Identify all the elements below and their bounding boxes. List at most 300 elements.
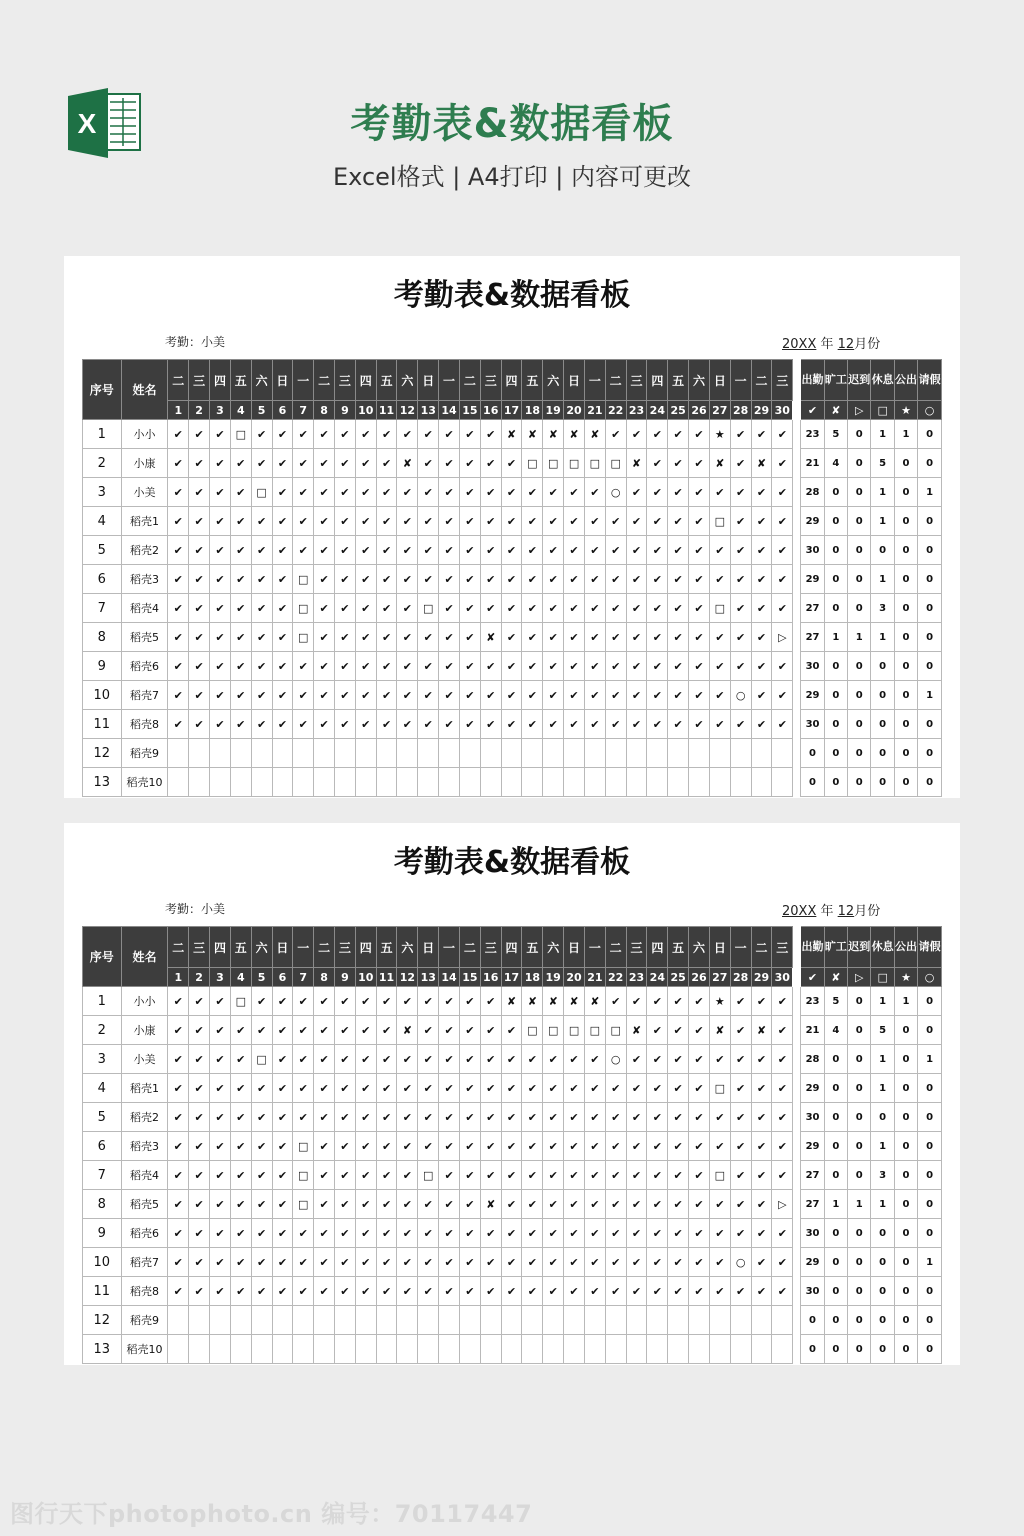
attendance-cell[interactable]: ✔ — [543, 1277, 564, 1306]
attendance-cell[interactable]: ✔ — [272, 1074, 293, 1103]
attendance-cell[interactable] — [168, 1335, 189, 1364]
attendance-cell[interactable]: ✔ — [564, 1045, 585, 1074]
attendance-cell[interactable]: ✔ — [709, 681, 730, 710]
attendance-cell[interactable]: ✔ — [210, 1132, 231, 1161]
attendance-cell[interactable]: ✔ — [272, 681, 293, 710]
attendance-cell[interactable]: ✔ — [439, 1132, 460, 1161]
attendance-cell[interactable]: ✔ — [335, 1016, 356, 1045]
attendance-cell[interactable] — [335, 768, 356, 797]
attendance-cell[interactable]: ✔ — [647, 652, 668, 681]
attendance-cell[interactable]: ✔ — [647, 478, 668, 507]
attendance-cell[interactable]: ✔ — [210, 1045, 231, 1074]
attendance-cell[interactable]: ✔ — [689, 681, 710, 710]
attendance-cell[interactable]: ✔ — [376, 1219, 397, 1248]
attendance-cell[interactable]: ✔ — [230, 1016, 251, 1045]
row-name[interactable]: 稻壳5 — [121, 623, 168, 652]
attendance-cell[interactable]: ✔ — [501, 1016, 522, 1045]
attendance-cell[interactable]: ✔ — [543, 623, 564, 652]
attendance-cell[interactable]: ✔ — [376, 1161, 397, 1190]
attendance-cell[interactable]: ✔ — [647, 1074, 668, 1103]
attendance-cell[interactable]: ✔ — [501, 1277, 522, 1306]
attendance-cell[interactable] — [522, 1306, 543, 1335]
attendance-cell[interactable]: ✔ — [626, 1190, 647, 1219]
attendance-cell[interactable]: ✔ — [730, 507, 751, 536]
attendance-cell[interactable]: ✔ — [335, 478, 356, 507]
attendance-cell[interactable]: ✔ — [543, 652, 564, 681]
attendance-cell[interactable]: ✔ — [772, 507, 793, 536]
attendance-cell[interactable]: ✔ — [397, 710, 418, 739]
attendance-cell[interactable]: ✔ — [668, 420, 689, 449]
attendance-cell[interactable]: ✔ — [376, 565, 397, 594]
attendance-cell[interactable]: ✘ — [584, 420, 605, 449]
attendance-cell[interactable]: ✔ — [689, 1190, 710, 1219]
attendance-cell[interactable]: ✔ — [397, 507, 418, 536]
attendance-cell[interactable]: □ — [418, 1161, 439, 1190]
attendance-cell[interactable] — [772, 768, 793, 797]
attendance-cell[interactable]: ✔ — [668, 1190, 689, 1219]
attendance-cell[interactable]: ✔ — [397, 1161, 418, 1190]
attendance-cell[interactable]: ✔ — [418, 681, 439, 710]
attendance-cell[interactable]: ✔ — [605, 594, 626, 623]
attendance-cell[interactable]: ✔ — [689, 536, 710, 565]
attendance-cell[interactable]: ✔ — [355, 1045, 376, 1074]
attendance-cell[interactable]: ✔ — [189, 1132, 210, 1161]
attendance-cell[interactable]: ✔ — [314, 420, 335, 449]
attendance-cell[interactable]: ○ — [730, 1248, 751, 1277]
attendance-cell[interactable]: ✔ — [418, 1074, 439, 1103]
attendance-cell[interactable]: ✔ — [314, 594, 335, 623]
attendance-cell[interactable]: ✔ — [230, 1103, 251, 1132]
attendance-cell[interactable]: ✔ — [293, 987, 314, 1016]
attendance-cell[interactable] — [501, 1335, 522, 1364]
attendance-cell[interactable]: ✔ — [230, 478, 251, 507]
attendance-cell[interactable]: ✔ — [751, 710, 772, 739]
attendance-cell[interactable]: ✔ — [584, 652, 605, 681]
attendance-cell[interactable] — [522, 1335, 543, 1364]
attendance-cell[interactable]: ✔ — [210, 478, 231, 507]
attendance-cell[interactable]: ✔ — [335, 1074, 356, 1103]
attendance-cell[interactable]: ✔ — [230, 681, 251, 710]
attendance-cell[interactable]: ✔ — [189, 1277, 210, 1306]
attendance-cell[interactable] — [314, 739, 335, 768]
attendance-cell[interactable]: ✔ — [480, 1219, 501, 1248]
attendance-cell[interactable] — [522, 768, 543, 797]
attendance-cell[interactable]: ✔ — [189, 1190, 210, 1219]
attendance-cell[interactable]: ✔ — [439, 710, 460, 739]
attendance-cell[interactable]: ✔ — [772, 710, 793, 739]
attendance-cell[interactable]: ✔ — [418, 1219, 439, 1248]
attendance-cell[interactable]: ✔ — [480, 565, 501, 594]
attendance-cell[interactable]: ✔ — [376, 1045, 397, 1074]
attendance-cell[interactable]: ✔ — [647, 1161, 668, 1190]
attendance-cell[interactable]: ✔ — [168, 1045, 189, 1074]
attendance-cell[interactable]: ✔ — [564, 652, 585, 681]
attendance-cell[interactable] — [689, 768, 710, 797]
attendance-cell[interactable]: ✔ — [293, 652, 314, 681]
attendance-cell[interactable]: ✔ — [355, 594, 376, 623]
attendance-cell[interactable]: □ — [293, 565, 314, 594]
attendance-cell[interactable]: ✔ — [251, 565, 272, 594]
attendance-cell[interactable]: ✔ — [355, 710, 376, 739]
attendance-cell[interactable]: ✔ — [355, 681, 376, 710]
attendance-cell[interactable] — [355, 739, 376, 768]
attendance-cell[interactable]: ✔ — [564, 536, 585, 565]
attendance-cell[interactable]: ✔ — [668, 1161, 689, 1190]
attendance-cell[interactable] — [709, 1335, 730, 1364]
attendance-cell[interactable] — [730, 739, 751, 768]
attendance-cell[interactable]: ✔ — [668, 1219, 689, 1248]
attendance-cell[interactable]: ✔ — [251, 449, 272, 478]
attendance-cell[interactable]: ✔ — [397, 420, 418, 449]
attendance-cell[interactable]: ✔ — [293, 1103, 314, 1132]
attendance-cell[interactable]: ✔ — [730, 1045, 751, 1074]
attendance-cell[interactable]: ✔ — [397, 478, 418, 507]
attendance-cell[interactable] — [376, 1335, 397, 1364]
attendance-cell[interactable]: ✔ — [314, 1248, 335, 1277]
attendance-cell[interactable] — [772, 1306, 793, 1335]
attendance-cell[interactable] — [418, 768, 439, 797]
attendance-cell[interactable]: ✔ — [543, 478, 564, 507]
attendance-cell[interactable]: ✔ — [626, 623, 647, 652]
attendance-cell[interactable]: ✔ — [168, 652, 189, 681]
row-name[interactable]: 稻壳1 — [121, 507, 168, 536]
row-name[interactable]: 稻壳8 — [121, 710, 168, 739]
attendance-cell[interactable] — [647, 1306, 668, 1335]
attendance-cell[interactable]: ✔ — [251, 594, 272, 623]
attendance-cell[interactable]: ✔ — [314, 1045, 335, 1074]
attendance-cell[interactable]: ✘ — [543, 987, 564, 1016]
attendance-cell[interactable]: ▷ — [772, 623, 793, 652]
attendance-cell[interactable]: ✔ — [418, 1277, 439, 1306]
attendance-cell[interactable]: ✔ — [605, 652, 626, 681]
attendance-cell[interactable]: ✔ — [564, 1190, 585, 1219]
attendance-cell[interactable] — [772, 1335, 793, 1364]
row-name[interactable]: 小美 — [121, 478, 168, 507]
attendance-cell[interactable]: ✔ — [272, 507, 293, 536]
attendance-cell[interactable]: ✔ — [605, 420, 626, 449]
attendance-cell[interactable]: ✔ — [459, 681, 480, 710]
attendance-cell[interactable]: ✔ — [272, 1016, 293, 1045]
attendance-cell[interactable]: ✔ — [335, 1161, 356, 1190]
attendance-cell[interactable]: ✔ — [709, 1045, 730, 1074]
attendance-cell[interactable]: ✔ — [293, 681, 314, 710]
attendance-cell[interactable]: ✔ — [564, 681, 585, 710]
attendance-cell[interactable] — [251, 1306, 272, 1335]
attendance-cell[interactable] — [584, 1306, 605, 1335]
attendance-cell[interactable]: ✔ — [459, 987, 480, 1016]
attendance-cell[interactable]: ✔ — [335, 1103, 356, 1132]
attendance-cell[interactable]: ✔ — [439, 565, 460, 594]
attendance-cell[interactable]: ✔ — [543, 536, 564, 565]
attendance-cell[interactable]: ✔ — [543, 681, 564, 710]
attendance-cell[interactable]: ✔ — [480, 681, 501, 710]
attendance-cell[interactable]: ✔ — [751, 652, 772, 681]
attendance-cell[interactable] — [647, 768, 668, 797]
attendance-cell[interactable]: ✔ — [647, 1219, 668, 1248]
attendance-cell[interactable]: ✔ — [210, 565, 231, 594]
attendance-cell[interactable]: ✔ — [189, 507, 210, 536]
attendance-cell[interactable]: ✔ — [355, 449, 376, 478]
attendance-cell[interactable]: ✔ — [314, 536, 335, 565]
attendance-cell[interactable]: ✔ — [230, 536, 251, 565]
attendance-cell[interactable]: ✔ — [480, 594, 501, 623]
attendance-cell[interactable]: ✘ — [480, 623, 501, 652]
attendance-cell[interactable]: ✔ — [751, 1132, 772, 1161]
attendance-cell[interactable] — [168, 768, 189, 797]
attendance-cell[interactable]: ✔ — [189, 987, 210, 1016]
attendance-cell[interactable]: ✔ — [272, 1045, 293, 1074]
attendance-cell[interactable]: ✔ — [459, 1161, 480, 1190]
attendance-cell[interactable]: ✔ — [439, 1190, 460, 1219]
attendance-cell[interactable] — [439, 1306, 460, 1335]
row-name[interactable]: 稻壳3 — [121, 565, 168, 594]
attendance-cell[interactable] — [501, 768, 522, 797]
attendance-cell[interactable]: ✔ — [397, 623, 418, 652]
attendance-cell[interactable]: ✔ — [314, 710, 335, 739]
attendance-cell[interactable] — [564, 1335, 585, 1364]
attendance-cell[interactable]: ✔ — [480, 449, 501, 478]
attendance-cell[interactable]: ▷ — [772, 1190, 793, 1219]
attendance-cell[interactable]: ✔ — [772, 1161, 793, 1190]
attendance-cell[interactable]: ✔ — [668, 449, 689, 478]
attendance-cell[interactable]: ✔ — [376, 1103, 397, 1132]
attendance-cell[interactable]: ✔ — [501, 449, 522, 478]
attendance-cell[interactable]: ✔ — [439, 594, 460, 623]
attendance-cell[interactable]: ✔ — [355, 623, 376, 652]
attendance-cell[interactable]: ✔ — [314, 1219, 335, 1248]
attendance-cell[interactable]: ✔ — [626, 1132, 647, 1161]
attendance-cell[interactable] — [605, 1306, 626, 1335]
attendance-cell[interactable]: ✔ — [397, 652, 418, 681]
attendance-cell[interactable]: ✔ — [647, 594, 668, 623]
attendance-cell[interactable]: ✔ — [689, 1132, 710, 1161]
attendance-cell[interactable] — [293, 768, 314, 797]
attendance-cell[interactable]: ✔ — [605, 681, 626, 710]
attendance-cell[interactable]: ✔ — [584, 1190, 605, 1219]
attendance-cell[interactable]: ✔ — [355, 1103, 376, 1132]
attendance-cell[interactable]: ✔ — [543, 710, 564, 739]
attendance-cell[interactable]: ✔ — [335, 710, 356, 739]
attendance-cell[interactable]: ✔ — [439, 1248, 460, 1277]
attendance-cell[interactable]: ✔ — [689, 1103, 710, 1132]
attendance-cell[interactable]: ✔ — [564, 1219, 585, 1248]
attendance-cell[interactable]: ✔ — [355, 507, 376, 536]
attendance-cell[interactable]: ✔ — [730, 652, 751, 681]
attendance-cell[interactable] — [522, 739, 543, 768]
attendance-cell[interactable]: ★ — [709, 420, 730, 449]
attendance-cell[interactable]: ✘ — [397, 449, 418, 478]
attendance-cell[interactable]: ✔ — [376, 536, 397, 565]
attendance-cell[interactable]: ✔ — [168, 1161, 189, 1190]
attendance-cell[interactable]: ✔ — [584, 478, 605, 507]
attendance-cell[interactable] — [210, 1335, 231, 1364]
attendance-cell[interactable]: ✔ — [168, 536, 189, 565]
attendance-cell[interactable]: ✔ — [210, 449, 231, 478]
attendance-cell[interactable]: ✔ — [376, 1248, 397, 1277]
attendance-cell[interactable]: ✔ — [459, 1277, 480, 1306]
attendance-cell[interactable]: ✔ — [397, 536, 418, 565]
attendance-cell[interactable]: ✔ — [189, 1248, 210, 1277]
attendance-cell[interactable]: ✘ — [397, 1016, 418, 1045]
attendance-cell[interactable]: ✔ — [418, 478, 439, 507]
attendance-cell[interactable] — [210, 768, 231, 797]
attendance-cell[interactable]: ✔ — [210, 1277, 231, 1306]
attendance-cell[interactable]: ✔ — [168, 1132, 189, 1161]
attendance-cell[interactable]: ✔ — [751, 1248, 772, 1277]
attendance-cell[interactable]: ✔ — [168, 594, 189, 623]
attendance-cell[interactable]: ✔ — [272, 1219, 293, 1248]
attendance-cell[interactable]: ✔ — [543, 1132, 564, 1161]
attendance-cell[interactable]: □ — [564, 1016, 585, 1045]
attendance-cell[interactable]: ✘ — [751, 449, 772, 478]
attendance-cell[interactable]: ✔ — [168, 710, 189, 739]
attendance-cell[interactable]: ✔ — [251, 1277, 272, 1306]
attendance-cell[interactable] — [751, 768, 772, 797]
attendance-cell[interactable] — [584, 768, 605, 797]
attendance-cell[interactable]: ✔ — [230, 1219, 251, 1248]
attendance-cell[interactable]: ✔ — [272, 623, 293, 652]
attendance-cell[interactable]: ✔ — [543, 1219, 564, 1248]
attendance-cell[interactable]: ✔ — [543, 1074, 564, 1103]
attendance-cell[interactable]: ✔ — [314, 1132, 335, 1161]
attendance-cell[interactable]: ✔ — [459, 1190, 480, 1219]
attendance-cell[interactable]: ✔ — [314, 987, 335, 1016]
attendance-cell[interactable]: ✔ — [647, 987, 668, 1016]
attendance-cell[interactable] — [626, 1306, 647, 1335]
attendance-cell[interactable]: ✔ — [418, 507, 439, 536]
attendance-cell[interactable]: ✔ — [168, 420, 189, 449]
attendance-cell[interactable]: ✔ — [480, 987, 501, 1016]
attendance-cell[interactable]: ✔ — [584, 1103, 605, 1132]
attendance-cell[interactable]: ✔ — [584, 623, 605, 652]
attendance-cell[interactable]: ✔ — [397, 1219, 418, 1248]
attendance-cell[interactable]: ✔ — [709, 478, 730, 507]
attendance-cell[interactable] — [272, 768, 293, 797]
attendance-cell[interactable] — [668, 739, 689, 768]
attendance-cell[interactable]: ✔ — [376, 1277, 397, 1306]
attendance-cell[interactable]: □ — [709, 1161, 730, 1190]
attendance-cell[interactable]: ✔ — [168, 478, 189, 507]
attendance-cell[interactable]: ✔ — [709, 652, 730, 681]
attendance-cell[interactable]: ✔ — [439, 449, 460, 478]
attendance-cell[interactable] — [397, 1306, 418, 1335]
attendance-cell[interactable]: ✔ — [189, 1219, 210, 1248]
attendance-cell[interactable] — [210, 739, 231, 768]
attendance-cell[interactable] — [230, 768, 251, 797]
attendance-cell[interactable]: ✘ — [584, 987, 605, 1016]
attendance-cell[interactable]: ✔ — [272, 710, 293, 739]
attendance-cell[interactable]: ✔ — [751, 594, 772, 623]
attendance-cell[interactable]: ✔ — [335, 565, 356, 594]
attendance-cell[interactable]: ✔ — [668, 1277, 689, 1306]
attendance-cell[interactable]: ✔ — [772, 594, 793, 623]
attendance-cell[interactable]: ✔ — [772, 1045, 793, 1074]
attendance-cell[interactable]: ✘ — [501, 987, 522, 1016]
attendance-cell[interactable]: ✔ — [501, 1045, 522, 1074]
attendance-cell[interactable]: ✔ — [230, 1132, 251, 1161]
attendance-cell[interactable]: ✔ — [272, 565, 293, 594]
attendance-cell[interactable] — [168, 739, 189, 768]
attendance-cell[interactable] — [293, 1335, 314, 1364]
attendance-cell[interactable]: ✔ — [668, 681, 689, 710]
attendance-cell[interactable]: ✔ — [605, 987, 626, 1016]
attendance-cell[interactable]: ✔ — [647, 623, 668, 652]
attendance-cell[interactable]: ✔ — [480, 478, 501, 507]
attendance-cell[interactable]: ✔ — [772, 449, 793, 478]
attendance-cell[interactable]: ✔ — [564, 1132, 585, 1161]
attendance-cell[interactable]: ✔ — [751, 1103, 772, 1132]
attendance-cell[interactable]: ✔ — [772, 1248, 793, 1277]
attendance-cell[interactable]: ✔ — [668, 1016, 689, 1045]
attendance-cell[interactable]: ✔ — [210, 987, 231, 1016]
attendance-cell[interactable]: ✔ — [251, 652, 272, 681]
attendance-cell[interactable]: ✔ — [376, 987, 397, 1016]
attendance-cell[interactable]: ★ — [709, 987, 730, 1016]
attendance-cell[interactable]: ✔ — [355, 1219, 376, 1248]
attendance-cell[interactable]: ✔ — [709, 1219, 730, 1248]
attendance-cell[interactable] — [272, 1335, 293, 1364]
attendance-cell[interactable]: ✔ — [647, 710, 668, 739]
attendance-cell[interactable]: ✔ — [293, 710, 314, 739]
attendance-cell[interactable]: ✔ — [335, 1132, 356, 1161]
attendance-cell[interactable]: ✔ — [751, 1045, 772, 1074]
attendance-cell[interactable]: ✔ — [168, 1277, 189, 1306]
attendance-cell[interactable]: ✔ — [751, 478, 772, 507]
attendance-cell[interactable]: ✔ — [230, 1161, 251, 1190]
attendance-cell[interactable]: ✔ — [376, 1132, 397, 1161]
attendance-cell[interactable]: ✔ — [251, 420, 272, 449]
attendance-cell[interactable]: ✔ — [772, 987, 793, 1016]
attendance-cell[interactable]: ✔ — [189, 478, 210, 507]
row-name[interactable]: 稻壳6 — [121, 652, 168, 681]
attendance-cell[interactable] — [480, 1335, 501, 1364]
attendance-cell[interactable]: ✔ — [314, 507, 335, 536]
attendance-cell[interactable]: ✔ — [689, 565, 710, 594]
attendance-cell[interactable]: ✔ — [626, 536, 647, 565]
attendance-cell[interactable]: ✔ — [668, 565, 689, 594]
attendance-cell[interactable]: ✔ — [314, 1161, 335, 1190]
attendance-cell[interactable]: ✔ — [605, 1074, 626, 1103]
attendance-cell[interactable] — [439, 1335, 460, 1364]
attendance-cell[interactable] — [605, 739, 626, 768]
attendance-cell[interactable]: ✔ — [189, 1045, 210, 1074]
attendance-cell[interactable]: ✔ — [251, 987, 272, 1016]
attendance-cell[interactable]: ✔ — [564, 1161, 585, 1190]
attendance-cell[interactable]: ✔ — [772, 536, 793, 565]
attendance-cell[interactable]: ✔ — [459, 1045, 480, 1074]
attendance-cell[interactable]: ✔ — [418, 1045, 439, 1074]
attendance-cell[interactable] — [459, 768, 480, 797]
attendance-cell[interactable]: ✔ — [439, 652, 460, 681]
attendance-cell[interactable]: ✔ — [418, 1190, 439, 1219]
attendance-cell[interactable]: ✔ — [605, 623, 626, 652]
attendance-cell[interactable] — [230, 739, 251, 768]
attendance-cell[interactable]: ✘ — [522, 420, 543, 449]
attendance-cell[interactable]: ✔ — [751, 1277, 772, 1306]
attendance-cell[interactable]: ✔ — [376, 594, 397, 623]
attendance-cell[interactable]: ✔ — [605, 1248, 626, 1277]
attendance-cell[interactable]: ✔ — [210, 681, 231, 710]
attendance-cell[interactable]: ✔ — [730, 1103, 751, 1132]
attendance-cell[interactable]: ✔ — [272, 1190, 293, 1219]
attendance-cell[interactable]: ✔ — [626, 1277, 647, 1306]
attendance-cell[interactable]: ✔ — [189, 1016, 210, 1045]
attendance-cell[interactable]: ✔ — [626, 681, 647, 710]
attendance-cell[interactable]: ✔ — [751, 565, 772, 594]
attendance-cell[interactable]: ✔ — [418, 623, 439, 652]
attendance-cell[interactable]: ✔ — [605, 710, 626, 739]
attendance-cell[interactable]: ✔ — [501, 710, 522, 739]
